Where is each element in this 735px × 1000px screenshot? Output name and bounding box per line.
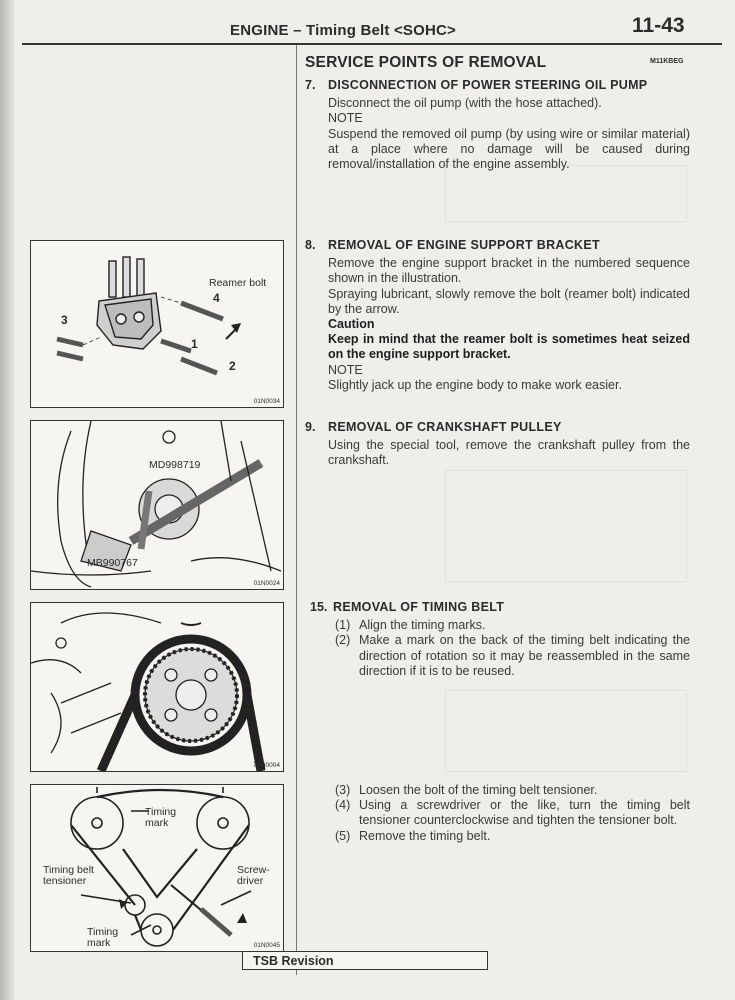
- item-text: Using the special tool, remove the crankshaft pulley from the crankshaft.: [328, 438, 690, 468]
- item-steps: [335, 618, 690, 679]
- label-belt-tensioner: Timing belt tensioner: [43, 864, 94, 887]
- step: [335, 633, 690, 679]
- step-text: Using a screwdriver or the like, turn the timing belt tensioner counterclockwise and tighten the tensioner bolt.: [359, 798, 690, 828]
- item-title: REMOVAL OF ENGINE SUPPORT BRACKET: [328, 238, 600, 252]
- step-text: Make a mark on the back of the timing belt indicating the direction of rotation so it may be reassembled in the same direction if it is to be reused.: [359, 633, 690, 678]
- item-steps: [335, 783, 690, 844]
- item-body: [328, 96, 690, 172]
- step-number: (1): [335, 618, 351, 633]
- item-body: [328, 256, 690, 393]
- label-bolt-1: 1: [191, 337, 198, 351]
- step: [335, 783, 690, 798]
- step-text: Align the timing marks.: [359, 618, 486, 633]
- tsb-revision-box: TSB Revision: [242, 951, 488, 970]
- figure-timing-belt: [30, 602, 284, 772]
- step-text: Remove the timing belt.: [359, 828, 491, 843]
- label-timing-mark-top: Timing mark: [145, 806, 177, 829]
- step: [335, 829, 690, 844]
- item-text: Spraying lubricant, slowly remove the bolt (reamer bolt) indicated by the arrow.: [328, 286, 690, 316]
- step-text: Loosen the bolt of the timing belt tensioner.: [359, 783, 598, 797]
- note-text: Slightly jack up the engine body to make work easier.: [328, 377, 622, 392]
- figure-id: 01N0034: [253, 398, 280, 405]
- bleed-through-box: [445, 690, 687, 772]
- header-title: ENGINE – Timing Belt <SOHC>: [230, 22, 457, 39]
- label-bolt-4: 4: [213, 291, 220, 305]
- column-divider: [296, 45, 297, 975]
- item-text: Remove the engine support bracket in the numbered sequence shown in the illustration.: [328, 256, 690, 286]
- pulley-tool-illustration: [31, 421, 283, 589]
- binding-edge: [0, 0, 14, 1000]
- item-9: [305, 420, 690, 469]
- item-15: [310, 600, 690, 679]
- figure-id: 01N0024: [253, 580, 280, 587]
- step: [335, 798, 690, 828]
- caution-text: Keep in mind that the reamer bolt is sometimes heat seized on the engine support bracket.: [328, 332, 690, 362]
- label-timing-mark-bottom: Timing mark: [87, 926, 119, 949]
- bleed-through-box: [445, 165, 687, 222]
- figure-crankshaft-pulley: [30, 420, 284, 590]
- page-number: 11-43: [632, 14, 685, 37]
- item-7: [305, 78, 690, 172]
- item-8: [305, 238, 690, 393]
- timing-belt-illustration: [31, 603, 283, 771]
- note-text: Suspend the removed oil pump (by using wire or similar material) at a place where no damage will be caused during removal/installation of the engine assembly.: [328, 126, 690, 172]
- step: [335, 618, 690, 633]
- label-tool-mb990767: MB990767: [87, 557, 138, 569]
- item-number: 8.: [305, 238, 316, 252]
- label-screwdriver: Screw-driver: [237, 864, 270, 887]
- item-number: 7.: [305, 78, 316, 92]
- label-bolt-3: 3: [61, 313, 68, 327]
- item-number: 9.: [305, 420, 316, 434]
- step-number: (5): [335, 828, 351, 843]
- item-title: REMOVAL OF TIMING BELT: [333, 600, 505, 614]
- step-number: (3): [335, 783, 351, 797]
- header-rule: [22, 43, 722, 45]
- item-15-continued: [335, 780, 690, 844]
- bracket-illustration: [31, 241, 283, 407]
- note-label: NOTE: [328, 111, 363, 126]
- label-tool-md998719: MD998719: [149, 459, 201, 471]
- figure-belt-routing: [30, 784, 284, 952]
- item-text: Disconnect the oil pump (with the hose attached).: [328, 96, 602, 111]
- step-number: (2): [335, 633, 351, 648]
- figure-support-bracket: [30, 240, 284, 408]
- section-title: SERVICE POINTS OF REMOVAL: [305, 54, 547, 71]
- bleed-through-box: [445, 470, 687, 582]
- item-title: DISCONNECTION OF POWER STEERING OIL PUMP: [328, 78, 648, 92]
- note-label: NOTE: [328, 362, 363, 377]
- label-bolt-2: 2: [229, 359, 236, 373]
- section-code: M11KBEG: [650, 58, 684, 65]
- figure-id: 01N0045: [253, 942, 280, 949]
- item-title: REMOVAL OF CRANKSHAFT PULLEY: [328, 420, 562, 434]
- label-reamer-bolt: Reamer bolt: [209, 277, 267, 289]
- step-number: (4): [335, 798, 351, 813]
- item-number: 15.: [310, 600, 328, 614]
- figure-id: 7EN0004: [252, 762, 280, 769]
- item-body: [328, 438, 690, 468]
- caution-label: Caution: [328, 317, 375, 332]
